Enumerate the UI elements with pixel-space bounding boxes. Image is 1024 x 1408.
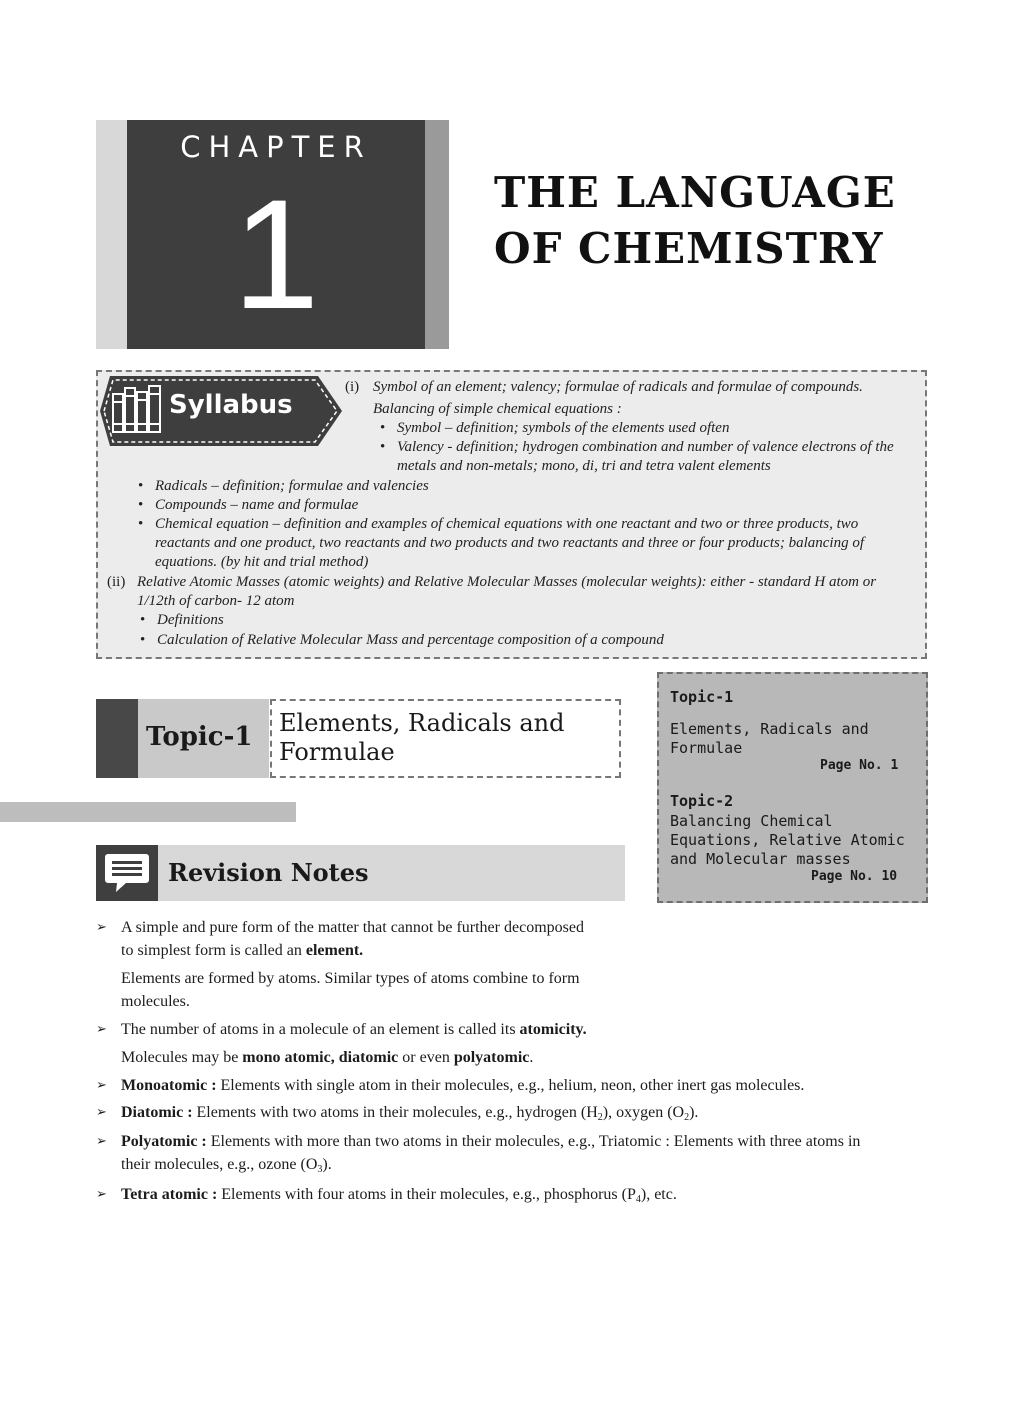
note-polyatomic-line2 xyxy=(121,1153,941,1176)
note-tetra-atomic-text: Elements with four atoms in their molecules, e.g., phosphorus (P xyxy=(217,1186,636,1203)
note-molecule-types xyxy=(121,1046,921,1069)
syllabus-bullet-radicals: • Radicals – definition; formulae and valencies xyxy=(155,477,429,497)
sidebar-topic1-line1: Elements, Radicals and xyxy=(670,720,869,738)
sidebar-topic1-page: Page No. 1 xyxy=(820,758,899,773)
syllabus-badge-label: Syllabus xyxy=(169,390,293,420)
topic-header-title-line2: Formulae xyxy=(279,738,395,766)
syllabus-bullet-chemical-equation: • Chemical equation – definition and examples of chemical equations with one reactant and two or three products, two xyxy=(155,515,858,535)
note-molecule-types-mid: or even xyxy=(398,1049,454,1066)
note-monoatomic xyxy=(96,1074,941,1097)
subscript: 2 xyxy=(597,1112,603,1123)
syllabus-item-i-line2: Balancing of simple chemical equations : xyxy=(373,401,622,417)
note-elements-atoms-line2: molecules. xyxy=(121,993,190,1010)
syllabus-bullet-compounds: • Compounds – name and formulae xyxy=(155,496,358,516)
arrow-bullet-icon: ➢ xyxy=(96,1134,107,1149)
syllabus-sub-valency-line2: metals and non-metals; mono, di, tri and tetra valent elements xyxy=(397,458,771,474)
note-diatomic xyxy=(96,1101,941,1124)
note-atomicity xyxy=(96,1018,921,1041)
term-polyatomic: polyatomic xyxy=(453,1049,530,1066)
revision-notes-label: Revision Notes xyxy=(168,858,369,887)
term-monoatomic: Monoatomic : xyxy=(121,1077,217,1094)
term-diatomic: Diatomic : xyxy=(121,1104,193,1121)
note-element-line2-text: to simplest form is called an xyxy=(121,942,306,959)
topic-header-dark-stripe xyxy=(96,699,138,778)
syllabus-bullet-calculation: • Calculation of Relative Molecular Mass and percentage composition of a compound xyxy=(157,631,664,651)
sidebar-topic2-line2: Equations, Relative Atomic xyxy=(670,831,905,849)
note-atomicity-text: The number of atoms in a molecule of an element is called its xyxy=(121,1021,520,1038)
syllabus-sub-symbol: • Symbol – definition; symbols of the elements used often xyxy=(397,419,729,439)
sidebar-topic1-label: Topic-1 xyxy=(670,688,734,706)
chapter-title-line1: THE LANGUAGE xyxy=(494,168,896,217)
term-polyatomic-label: Polyatomic : xyxy=(121,1133,207,1150)
note-molecule-types-text: Molecules may be xyxy=(121,1049,243,1066)
topic-header-title xyxy=(279,709,619,767)
chapter-block-right-stripe xyxy=(425,120,449,349)
note-tetra-atomic xyxy=(96,1183,941,1206)
syllabus-bullet-definitions: • Definitions xyxy=(157,611,224,631)
subscript: 2 xyxy=(684,1112,690,1123)
note-tetra-atomic-text2: ), etc. xyxy=(640,1186,677,1203)
arrow-bullet-icon: ➢ xyxy=(96,920,107,935)
speech-bubble-icon xyxy=(102,850,152,896)
term-element: element. xyxy=(305,942,364,959)
arrow-bullet-icon: ➢ xyxy=(96,1187,107,1202)
syllabus-item-ii-line2: 1/12th of carbon- 12 atom xyxy=(137,593,295,609)
term-tetra-atomic: Tetra atomic : xyxy=(121,1186,218,1203)
sidebar-topic2-label: Topic-2 xyxy=(670,792,734,810)
note-monoatomic-text: Elements with single atom in their molecules, e.g., helium, neon, other inert gas molecules. xyxy=(216,1077,805,1094)
syllabus-item-i-line1: Symbol of an element; valency; formulae of radicals and formulae of compounds. xyxy=(373,379,863,395)
arrow-bullet-icon: ➢ xyxy=(96,1078,107,1093)
note-polyatomic-text2: their molecules, e.g., ozone (O xyxy=(121,1156,318,1173)
note-molecule-types-end: . xyxy=(529,1049,534,1066)
arrow-bullet-icon: ➢ xyxy=(96,1105,107,1120)
note-element-definition xyxy=(96,916,641,962)
syllabus-bullet-chemical-equation-line3: equations. (by hit and trial method) xyxy=(155,554,369,570)
sidebar-topic1-line2: Formulae xyxy=(670,739,743,757)
chapter-block-left-stripe xyxy=(96,120,127,349)
syllabus-item-ii-line1: Relative Atomic Masses (atomic weights) and Relative Molecular Masses (molecular weights): either - standard H atom or xyxy=(137,574,877,590)
note-element-line1: A simple and pure form of the matter that cannot be further decomposed xyxy=(121,919,584,936)
subscript: 3 xyxy=(317,1164,323,1175)
note-diatomic-text2: ), oxygen (O xyxy=(602,1104,685,1121)
note-diatomic-text3: ). xyxy=(689,1104,699,1121)
sidebar-topic2-page: Page No. 10 xyxy=(811,869,898,884)
sidebar-topic2-line3: and Molecular masses xyxy=(670,850,851,868)
topic-header-title-line1: Elements, Radicals and xyxy=(279,709,565,737)
note-polyatomic-text: Elements with more than two atoms in their molecules, e.g., Triatomic : Elements with three atoms in xyxy=(206,1133,861,1150)
note-elements-atoms xyxy=(121,967,641,1013)
chapter-number: 1 xyxy=(232,168,320,342)
note-polyatomic xyxy=(96,1130,941,1176)
syllabus-item-ii-marker: (ii) xyxy=(107,574,126,590)
note-polyatomic-line1 xyxy=(121,1130,941,1153)
note-element-line2 xyxy=(121,939,641,962)
chapter-title-line2: OF CHEMISTRY xyxy=(494,224,884,273)
note-polyatomic-text3: ). xyxy=(322,1156,332,1173)
note-elements-atoms-line1: Elements are formed by atoms. Similar types of atoms combine to form xyxy=(121,970,580,987)
syllabus-sub-valency: • Valency - definition; hydrogen combination and number of valence electrons of the xyxy=(397,438,894,458)
syllabus-item-i-marker: (i) xyxy=(345,379,360,395)
term-mono-di: mono atomic, diatomic xyxy=(242,1049,399,1066)
chapter-title xyxy=(494,165,994,277)
term-atomicity: atomicity. xyxy=(519,1021,587,1038)
syllabus-bullet-chemical-equation-line2: reactants and one product, two reactants and two products and two reactants and three or four products; balancing of xyxy=(155,535,864,551)
arrow-bullet-icon: ➢ xyxy=(96,1022,107,1037)
sidebar-topic2-line1: Balancing Chemical xyxy=(670,812,833,830)
books-icon xyxy=(111,384,163,436)
note-diatomic-text: Elements with two atoms in their molecules, e.g., hydrogen (H xyxy=(192,1104,598,1121)
section-divider-bar xyxy=(0,802,296,822)
topic-header-label: Topic-1 xyxy=(146,722,253,752)
subscript: 4 xyxy=(635,1194,641,1205)
chapter-label: CHAPTER xyxy=(180,130,372,164)
